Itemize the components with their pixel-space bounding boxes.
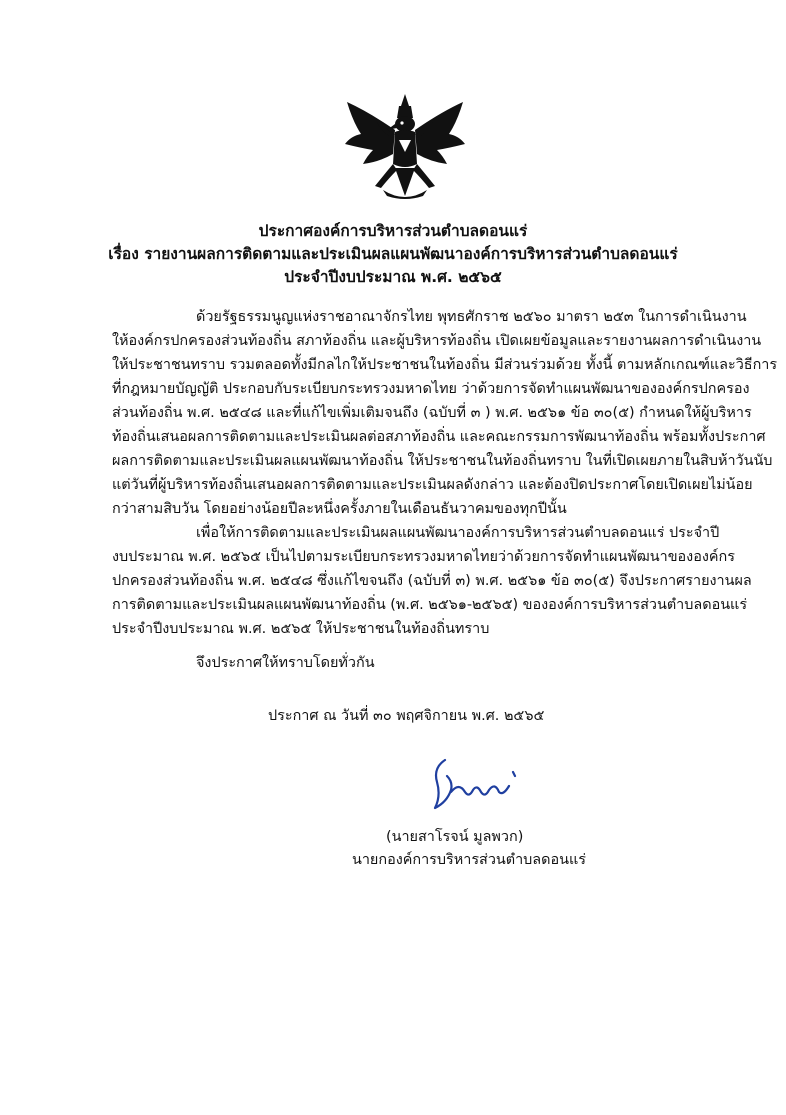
paragraph-line: แต่วันที่ผู้บริหารท้องถิ่นเสนอผลการติดตามและประเมินผลดังกล่าว และต้องปิดประกาศโดยเปิดเผยไม่น้อย (112, 477, 753, 493)
paragraph-line: การติดตามและประเมินผลแผนพัฒนาท้องถิ่น (พ.ศ. ๒๕๖๑-๒๕๖๕) ขององค์การบริหารส่วนตำบลดอนแร่ (112, 597, 748, 613)
paragraph-line: ที่กฎหมายบัญญัติ ประกอบกับระเบียบกระทรวงมหาดไทย ว่าด้วยการจัดทำแผนพัฒนาขององค์กรปกครอง (112, 381, 750, 397)
paragraph-line: ประจำปีงบประมาณ พ.ศ. ๒๕๖๕ ให้ประชาชนในท้องถิ่นทราบ (112, 621, 490, 637)
paragraph-line: ส่วนท้องถิ่น พ.ศ. ๒๕๔๘ และที่แก้ไขเพิ่มเติมจนถึง (ฉบับที่ ๓ ) พ.ศ. ๒๕๖๑ ข้อ ๓๐(๕) กำหนดให้ผู้บริหาร (112, 405, 752, 421)
paragraph-line: ให้องค์กรปกครองส่วนท้องถิ่น สภาท้องถิ่น และผู้บริหารท้องถิ่น เปิดเผยข้อมูลและรายงานผลการดำเนินงาน (112, 333, 762, 349)
paragraph-line: ท้องถิ่นเสนอผลการติดตามและประเมินผลต่อสภาท้องถิ่น และคณะกรรมการพัฒนาท้องถิ่น พร้อมทั้งประกาศ (112, 429, 766, 445)
paragraph-line: ด้วยรัฐธรรมนูญแห่งราชอาณาจักรไทย พุทธศักราช ๒๕๖๐ มาตรา ๒๕๓ ในการดำเนินงาน (196, 309, 747, 325)
paragraph-line: ให้ประชาชนทราบ รวมตลอดทั้งมีกลไกให้ประชาชนในท้องถิ่น มีส่วนร่วมด้วย ทั้งนี้ ตามหลักเกณฑ์และวิธีการ (112, 357, 778, 373)
closing-sentence: จึงประกาศให้ทราบโดยทั่วกัน (196, 655, 375, 671)
paragraph-line: งบประมาณ พ.ศ. ๒๕๖๕ เป็นไปตามระเบียบกระทรวงมหาดไทยว่าด้วยการจัดทำแผนพัฒนาขององค์กร (112, 549, 735, 565)
announcement-subject: เรื่อง รายงานผลการติดตามและประเมินผลแผนพัฒนาองค์การบริหารส่วนตำบลดอนแร่ (108, 245, 678, 263)
paragraph-line: กว่าสามสิบวัน โดยอย่างน้อยปีละหนึ่งครั้งภายในเดือนธันวาคมของทุกปีนั้น (112, 501, 567, 517)
announcement-fiscal-year: ประจำปีงบประมาณ พ.ศ. ๒๕๖๕ (284, 268, 502, 286)
handwritten-signature-icon (425, 752, 530, 822)
garuda-emblem-icon (339, 92, 471, 204)
signer-position: นายกองค์การบริหารส่วนตำบลดอนแร่ (352, 852, 586, 868)
announcement-title: ประกาศองค์การบริหารส่วนตำบลดอนแร่ (258, 222, 528, 240)
paragraph-line: เพื่อให้การติดตามและประเมินผลแผนพัฒนาองค์การบริหารส่วนตำบลดอนแร่ ประจำปี (196, 525, 720, 541)
paragraph-line: ปกครองส่วนท้องถิ่น พ.ศ. ๒๕๔๘ ซึ่งแก้ไขจนถึง (ฉบับที่ ๓) พ.ศ. ๒๕๖๑ ข้อ ๓๐(๕) จึงประกาศรายงานผล (112, 573, 752, 589)
paragraph-line: ผลการติดตามและประเมินผลแผนพัฒนาท้องถิ่น ให้ประชาชนในท้องถิ่นทราบ ในที่เปิดเผยภายในสิบห้าวันนับ (112, 453, 773, 469)
announcement-date: ประกาศ ณ วันที่ ๓๐ พฤศจิกายน พ.ศ. ๒๕๖๕ (268, 708, 545, 724)
signer-name: (นายสาโรจน์ มูลพวก) (386, 829, 524, 845)
